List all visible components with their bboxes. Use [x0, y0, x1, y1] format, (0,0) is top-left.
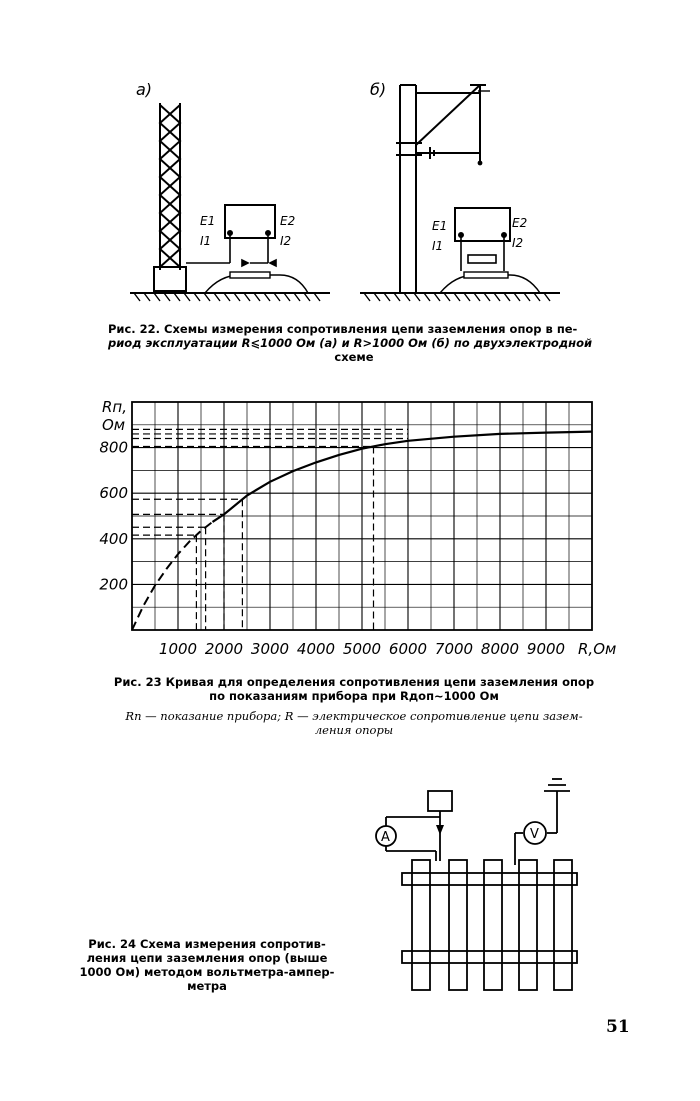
fig22b-diagram [360, 75, 560, 305]
fig24-caption-line3: 1000 Ом) методом вольтметра-ампер- [79, 965, 335, 979]
x-tick-label: 8000 [480, 640, 520, 658]
e1-label-b: E1 [432, 219, 448, 233]
fig24-caption [76, 937, 338, 993]
series-curve [213, 432, 593, 522]
i2-label-b: I2 [512, 236, 524, 250]
fig22-caption-line2: риод эксплуатации R⩽1000 Ом (а) и R>1000 Ом (б) по двухэлектродной [108, 336, 593, 350]
fig24-diagram [360, 765, 600, 1000]
x-tick-label: 7000 [434, 640, 474, 658]
i1-label-b: I1 [432, 239, 444, 253]
fig22a-label: а) [136, 80, 153, 99]
x-tick-label: 2000 [204, 640, 244, 658]
fig24-caption-line1: Рис. 24 Схема измерения сопротив- [88, 937, 326, 951]
ground-line [130, 272, 330, 301]
fig22b-label: б) [370, 80, 387, 99]
y-axis-label-line1: Rп, [102, 398, 127, 416]
fig23-chart [90, 392, 617, 664]
fig23-caption [108, 675, 600, 703]
y-tick-label: 400 [99, 529, 128, 548]
fig23-legend-line2: ления опоры [314, 723, 394, 737]
fig23-caption-line1: Рис. 23 Кривая для определения сопротивления цепи заземления опор [113, 675, 595, 689]
fig22-caption-line3: схеме [334, 350, 374, 364]
page-number: 51 [606, 1017, 630, 1037]
e2-label-b: E2 [512, 216, 528, 230]
rail-track [402, 860, 577, 990]
x-tick-label: 5000 [342, 640, 382, 658]
fig22a-diagram [130, 75, 330, 305]
lattice-tower [154, 103, 186, 291]
x-tick-label: 4000 [296, 640, 336, 658]
fig23-legend [108, 709, 600, 737]
fig23-caption-line2: по показаниям прибора при Rдоп~1000 Ом [209, 689, 499, 703]
x-tick-label: 3000 [250, 640, 290, 658]
i2-label: I2 [280, 234, 292, 248]
fig23-legend-line1: Rп — показание прибора; R — электрическое сопротивление цепи зазем- [125, 709, 583, 723]
series-curve-dashed [132, 522, 213, 630]
x-tick-label: 6000 [388, 640, 428, 658]
ground-line-b [360, 272, 560, 301]
fig22-caption-line1: Рис. 22. Схемы измерения сопротивления цепи заземления опор в пе- [108, 322, 578, 336]
fig24-caption-line4: метра [187, 979, 227, 993]
y-tick-label: 600 [99, 484, 128, 503]
ammeter-label: A [381, 830, 390, 845]
x-axis-label: R,Ом [578, 640, 617, 658]
x-tick-label: 9000 [526, 640, 566, 658]
y-axis-label-line2: Ом [102, 416, 126, 434]
e1-label: E1 [200, 214, 216, 228]
fig22-caption [108, 322, 600, 364]
y-tick-label: 200 [99, 575, 128, 594]
fig24-caption-line2: ления цепи заземления опор (выше [86, 951, 328, 965]
y-tick-label: 800 [99, 438, 128, 457]
i1-label: I1 [200, 234, 212, 248]
e2-label: E2 [280, 214, 296, 228]
voltmeter-label: V [530, 827, 539, 842]
x-tick-label: 1000 [158, 640, 198, 658]
